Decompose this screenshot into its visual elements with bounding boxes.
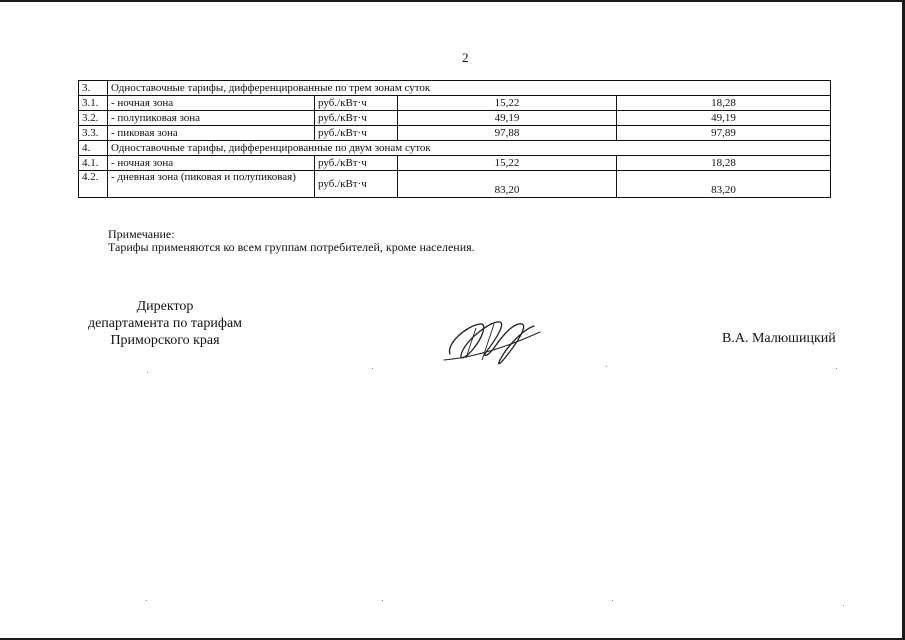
scan-speck — [843, 605, 844, 606]
table-row — [79, 171, 831, 198]
signer-position-line: Приморского края — [110, 333, 220, 348]
scan-speck — [836, 368, 837, 369]
signer-position-line: Директор — [136, 299, 194, 314]
scan-speck — [382, 600, 383, 601]
scan-speck — [146, 600, 147, 601]
tariff-value-cell-text: 83,20 — [711, 184, 736, 196]
table-section-row — [79, 141, 831, 156]
row-number-cell: 4.1. — [79, 156, 108, 171]
tariff-value-cell: 49,19 — [617, 111, 831, 126]
scan-border-top — [0, 0, 905, 2]
row-number-cell: 3.3. — [79, 126, 108, 141]
signer-name: В.А. Малюшицкий — [722, 331, 836, 346]
unit-cell: руб./кВт·ч — [315, 126, 398, 141]
table-row — [79, 111, 831, 126]
tariff-value-cell: 18,28 — [617, 156, 831, 171]
unit-cell: руб./кВт·ч — [315, 96, 398, 111]
tariff-table-body — [79, 81, 831, 198]
tariff-value-cell: 15,22 — [398, 96, 617, 111]
signer-position — [60, 298, 270, 349]
zone-name-cell: - ночная зона — [108, 156, 315, 171]
note-text: Тарифы применяются ко всем группам потребителей, кроме населения. — [108, 240, 475, 254]
tariff-table — [78, 80, 831, 198]
section-title-cell: Одноставочные тарифы, дифференцированные по трем зонам суток — [108, 81, 831, 96]
zone-name-cell: - дневная зона (пиковая и полупиковая) — [108, 171, 315, 198]
tariff-value-cell: 49,19 — [398, 111, 617, 126]
section-title-cell: Одноставочные тарифы, дифференцированные по двум зонам суток — [108, 141, 831, 156]
signer-position-line: департамента по тарифам — [87, 316, 243, 331]
unit-cell: руб./кВт·ч — [315, 171, 398, 198]
row-number-cell: 4.2. — [79, 171, 108, 198]
handwritten-signature — [436, 308, 556, 372]
row-number-cell: 3. — [79, 81, 108, 96]
row-number-cell: 3.2. — [79, 111, 108, 126]
note-title: Примечание: — [108, 227, 175, 241]
table-row — [79, 96, 831, 111]
zone-name-cell: - полупиковая зона — [108, 111, 315, 126]
unit-cell: руб./кВт·ч — [315, 111, 398, 126]
tariff-value-cell — [617, 171, 831, 198]
table-row — [79, 156, 831, 171]
tariff-value-cell: 15,22 — [398, 156, 617, 171]
row-number-cell: 4. — [79, 141, 108, 156]
page-number: 2 — [462, 50, 469, 65]
scan-speck — [612, 600, 613, 601]
tariff-value-cell-text: 83,20 — [494, 184, 520, 196]
zone-name-cell: - ночная зона — [108, 96, 315, 111]
scan-speck — [372, 368, 373, 369]
table-row — [79, 126, 831, 141]
table-section-row — [79, 81, 831, 96]
unit-cell: руб./кВт·ч — [315, 156, 398, 171]
tariff-value-cell: 18,28 — [617, 96, 831, 111]
tariff-value-cell — [398, 171, 617, 198]
row-number-cell: 3.1. — [79, 96, 108, 111]
scan-speck — [147, 372, 148, 373]
tariff-value-cell: 97,88 — [398, 126, 617, 141]
tariff-value-cell: 97,89 — [617, 126, 831, 141]
zone-name-cell: - пиковая зона — [108, 126, 315, 141]
scan-speck — [606, 366, 607, 367]
